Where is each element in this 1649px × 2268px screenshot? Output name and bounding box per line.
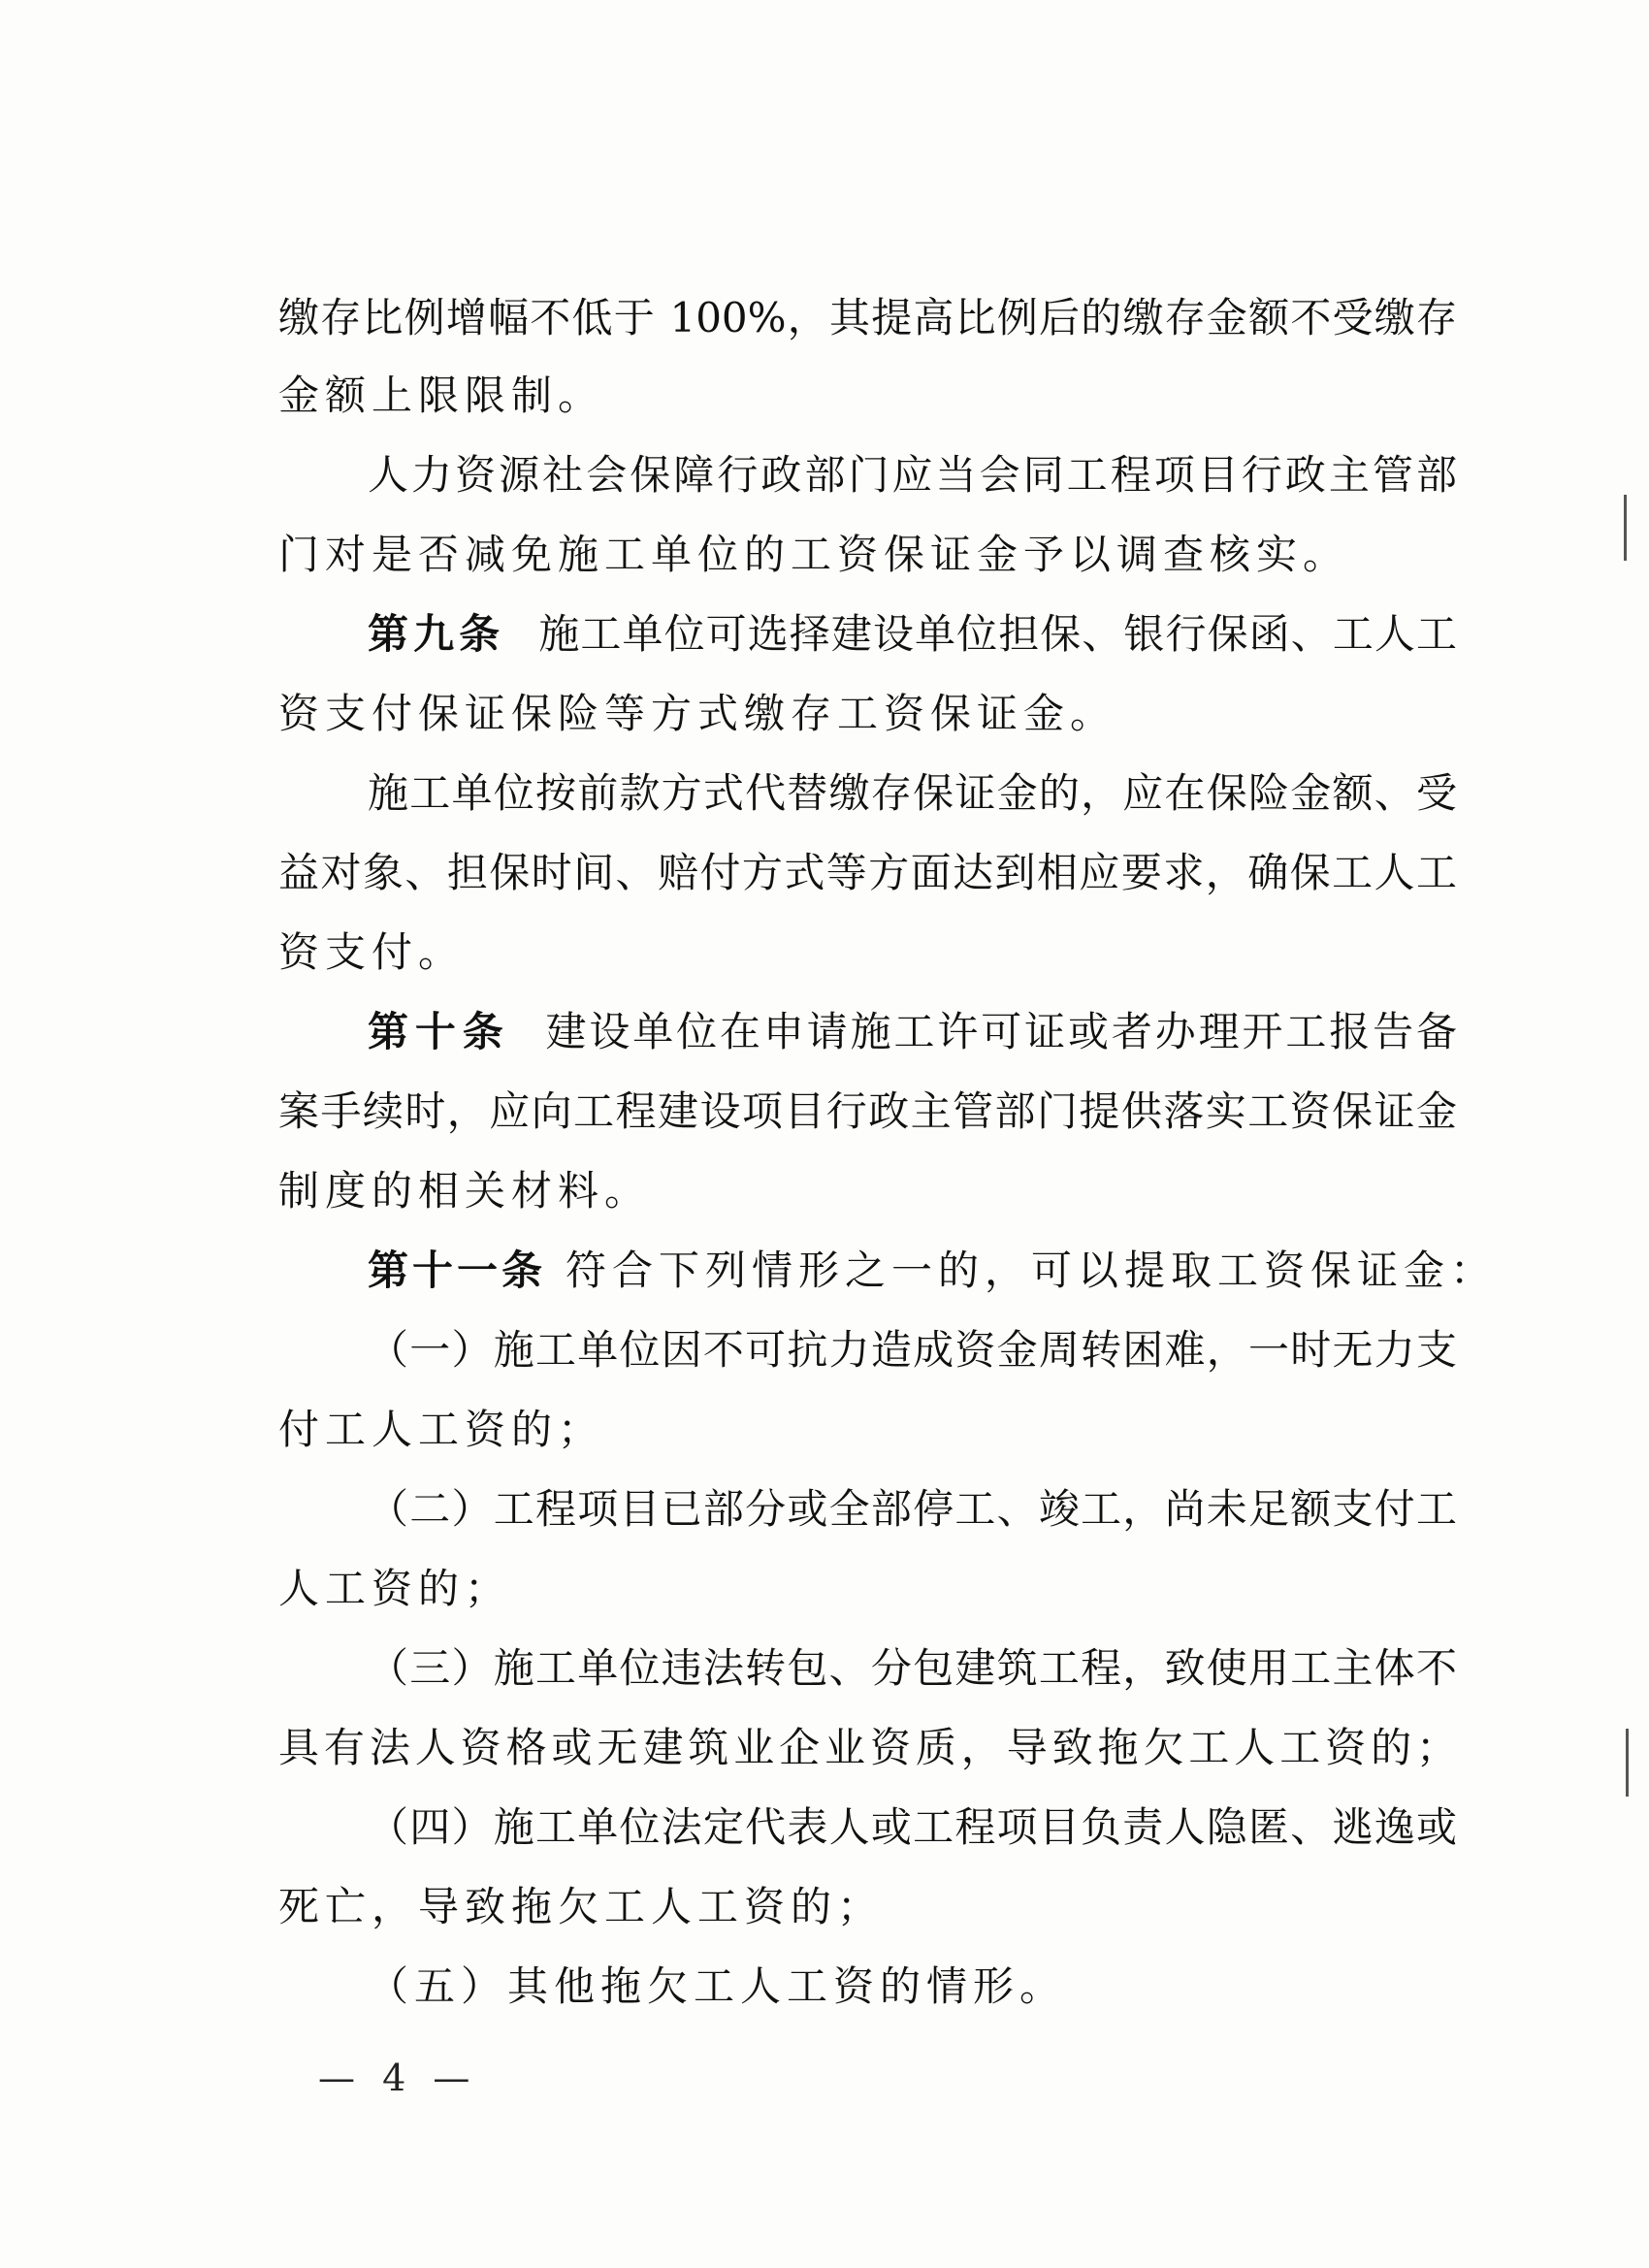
text-line: 金额上限限制。 [278, 372, 605, 419]
page-number: — 4 — [318, 2057, 478, 2099]
list-item-4: （四）施工单位法定代表人或工程项目负责人隐匿、逃逸或 [368, 1803, 1457, 1851]
list-item-1-cont: 付工人工资的； [278, 1406, 605, 1453]
text-line: 门对是否减免施工单位的工资保证金予以调查核实。 [278, 531, 1350, 578]
list-item-2: （二）工程项目已部分或全部停工、竣工，尚未足额支付工 [368, 1485, 1457, 1533]
list-item-1: （一）施工单位因不可抗力造成资金周转困难，一时无力支 [368, 1326, 1457, 1374]
binding-mark [1624, 495, 1627, 561]
text-line: 资支付。 [278, 928, 466, 976]
text-line: 益对象、担保时间、赔付方式等方面达到相应要求，确保工人工 [278, 849, 1457, 896]
list-item-5: （五）其他拖欠工人工资的情形。 [368, 1962, 1067, 2010]
article-10-heading: 第十条 [368, 1008, 510, 1055]
text-line: 制度的相关材料。 [278, 1167, 652, 1215]
article-11-heading: 第十一条 [368, 1247, 547, 1294]
text-segment: 符合下列情形之一的，可以提取工资保证金： [566, 1247, 1498, 1294]
binding-mark [1626, 1729, 1629, 1797]
text-line: 资支付保证保险等方式缴存工资保证金。 [278, 690, 1117, 737]
article-9-heading: 第九条 [368, 610, 505, 658]
text-segment: 施工单位可选择建设单位担保、银行保函、工人工 [537, 610, 1457, 658]
text-line: 缴存比例增幅不低于 100%，其提高比例后的缴存金额不受缴存 [278, 294, 1457, 341]
article-9-line [368, 605, 1457, 664]
text-line: 施工单位按前款方式代替缴存保证金的，应在保险金额、受 [368, 769, 1457, 817]
text-line: 案手续时，应向工程建设项目行政主管部门提供落实工资保证金 [278, 1087, 1457, 1135]
article-11-line [368, 1242, 1497, 1300]
article-10-line [368, 1003, 1457, 1061]
list-item-3: （三）施工单位违法转包、分包建筑工程，致使用工主体不 [368, 1644, 1457, 1692]
text-segment: 建设单位在申请施工许可证或者办理开工报告备 [542, 1008, 1457, 1055]
text-line: 人力资源社会保障行政部门应当会同工程项目行政主管部 [368, 451, 1457, 499]
list-item-2-cont: 人工资的； [278, 1565, 512, 1612]
list-item-4-cont: 死亡，导致拖欠工人工资的； [278, 1883, 885, 1930]
list-item-3-cont: 具有法人资格或无建筑业企业资质，导致拖欠工人工资的； [278, 1724, 1457, 1771]
